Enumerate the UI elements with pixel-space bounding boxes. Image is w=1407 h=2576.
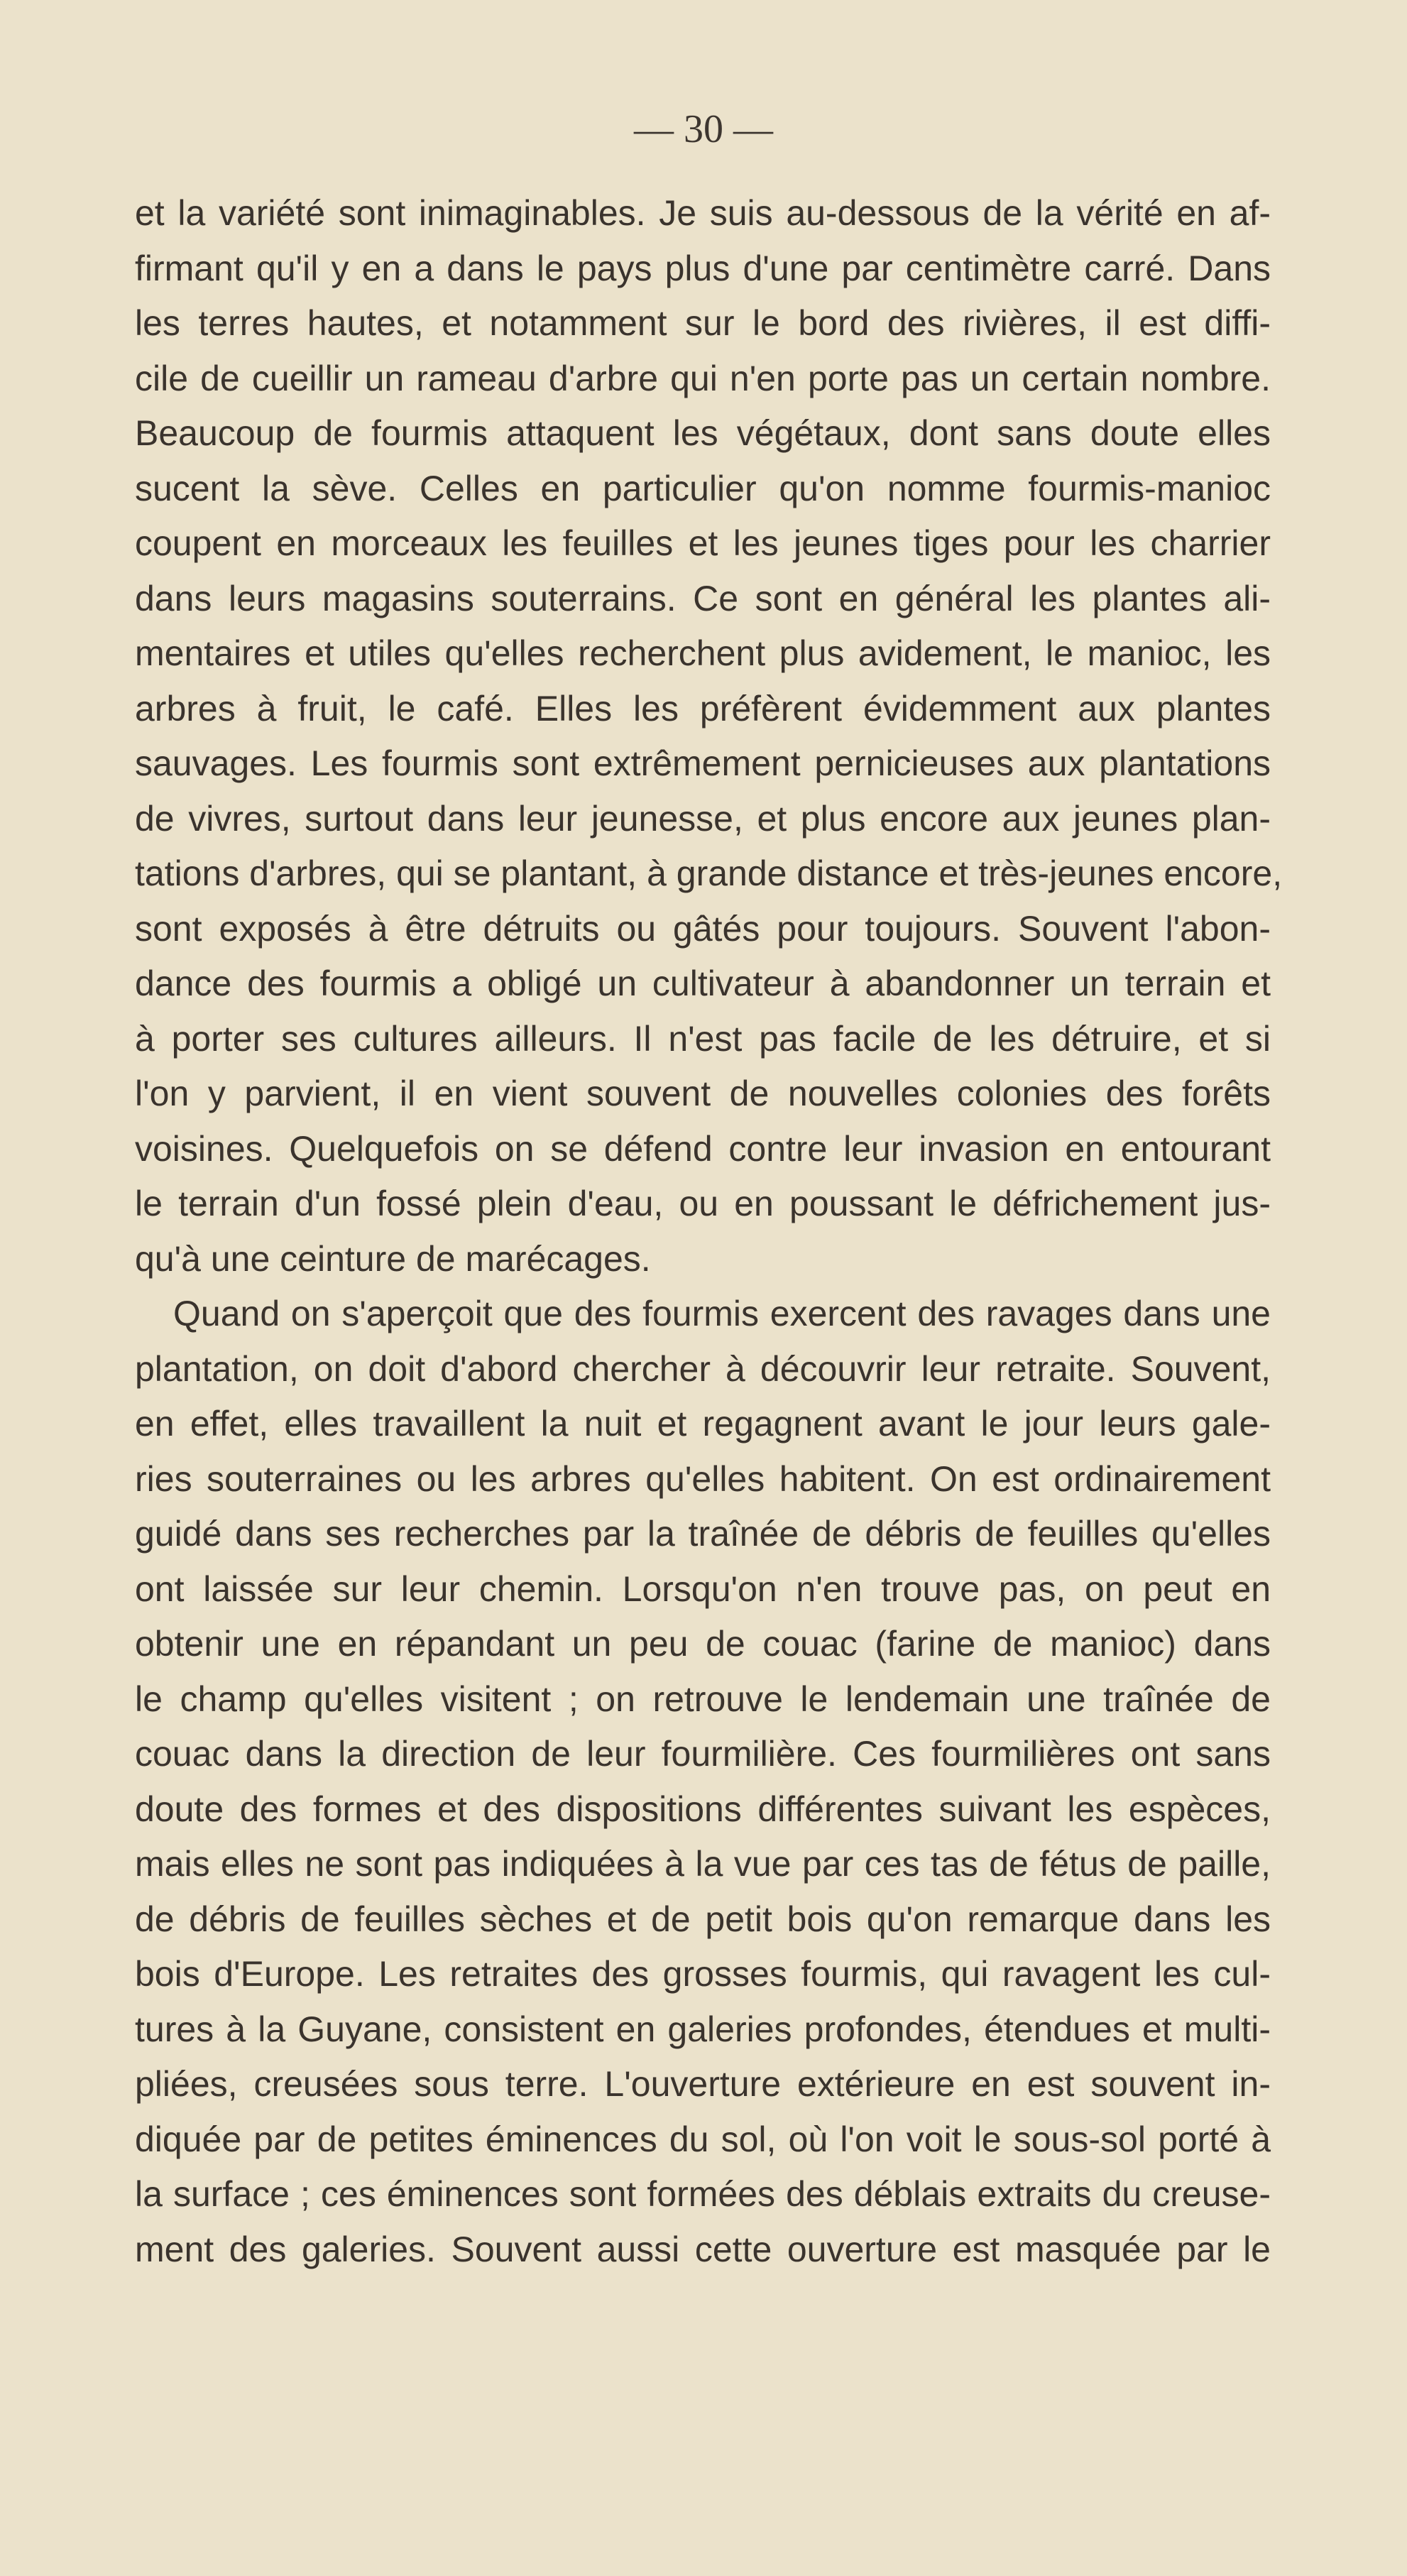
text-line: de débris de feuilles sèches et de petit bois qu'on remarque dans les <box>135 1899 1271 1939</box>
text-line: sauvages. Les fourmis sont extrêmement pernicieuses aux plantations <box>135 743 1271 783</box>
text-line: arbres à fruit, le café. Elles les préfèrent évidemment aux plantes <box>135 688 1271 728</box>
page-number: — 30 — <box>634 107 773 151</box>
text-line: voisines. Quelquefois on se défend contre leur invasion en entourant <box>135 1128 1271 1169</box>
text-line: mentaires et utiles qu'elles recherchent plus avidement, le manioc, les <box>135 633 1271 673</box>
text-line: sont exposés à être détruits ou gâtés pour toujours. Souvent l'abon- <box>135 908 1271 949</box>
text-line: firmant qu'il y en a dans le pays plus d'une par centimètre carré. Dans <box>135 248 1271 288</box>
text-line: ont laissée sur leur chemin. Lorsqu'on n'en trouve pas, on peut en <box>135 1568 1271 1609</box>
text-line: tures à la Guyane, consistent en galeries profondes, étendues et multi- <box>135 2009 1271 2049</box>
text-line: mais elles ne sont pas indiquées à la vue par ces tas de fétus de paille, <box>135 1844 1271 1884</box>
text-line: diquée par de petites éminences du sol, où l'on voit le sous-sol porté à <box>135 2119 1271 2159</box>
text-line: doute des formes et des dispositions différentes suivant les espèces, <box>135 1789 1271 1829</box>
text-line: coupent en morceaux les feuilles et les jeunes tiges pour les charrier <box>135 523 1271 563</box>
text-line: couac dans la direction de leur fourmilière. Ces fourmilières ont sans <box>135 1734 1271 1774</box>
text-line: le terrain d'un fossé plein d'eau, ou en poussant le défrichement jus- <box>135 1184 1271 1223</box>
paragraph-start-line: Quand on s'aperçoit que des fourmis exercent des ravages dans une <box>173 1294 1271 1333</box>
text-line: tations d'arbres, qui se plantant, à grande distance et très-jeunes encore, <box>135 853 1283 893</box>
text-line: dans leurs magasins souterrains. Ce sont en général les plantes ali- <box>135 578 1271 618</box>
text-line: guidé dans ses recherches par la traînée de débris de feuilles qu'elles <box>135 1514 1271 1554</box>
text-line: à porter ses cultures ailleurs. Il n'est pas facile de les détruire, et si <box>135 1018 1271 1059</box>
text-line: ment des galeries. Souvent aussi cette ouverture est masquée par le <box>135 2229 1271 2269</box>
text-line: cile de cueillir un rameau d'arbre qui n'en porte pas un certain nombre. <box>135 358 1271 398</box>
text-line: la surface ; ces éminences sont formées des déblais extraits du creuse- <box>135 2174 1271 2214</box>
text-line: pliées, creusées sous terre. L'ouverture extérieure en est souvent in- <box>135 2064 1271 2104</box>
text-line: en effet, elles travaillent la nuit et regagnent avant le jour leurs gale- <box>135 1404 1271 1443</box>
paragraph-end-line: qu'à une ceinture de marécages. <box>135 1238 651 1279</box>
text-line: les terres hautes, et notamment sur le bord des rivières, il est diffi- <box>135 303 1271 343</box>
text-line: dance des fourmis a obligé un cultivateur à abandonner un terrain et <box>135 964 1271 1003</box>
text-line: plantation, on doit d'abord chercher à découvrir leur retraite. Souvent, <box>135 1348 1271 1389</box>
text-line: et la variété sont inimaginables. Je suis au-dessous de la vérité en af- <box>135 193 1271 233</box>
body-text <box>135 186 1283 2277</box>
text-line: le champ qu'elles visitent ; on retrouve le lendemain une traînée de <box>135 1679 1271 1719</box>
text-line: Beaucoup de fourmis attaquent les végétaux, dont sans doute elles <box>135 413 1271 453</box>
text-line: sucent la sève. Celles en particulier qu'on nomme fourmis-manioc <box>135 468 1271 508</box>
text-line: ries souterraines ou les arbres qu'elles habitent. On est ordinairement <box>135 1458 1271 1499</box>
text-line: bois d'Europe. Les retraites des grosses fourmis, qui ravagent les cul- <box>135 1954 1271 1994</box>
text-line: l'on y parvient, il en vient souvent de nouvelles colonies des forêts <box>135 1074 1271 1113</box>
text-line: obtenir une en répandant un peu de couac (farine de manioc) dans <box>135 1624 1271 1664</box>
text-line: de vivres, surtout dans leur jeunesse, et plus encore aux jeunes plan- <box>135 798 1271 839</box>
